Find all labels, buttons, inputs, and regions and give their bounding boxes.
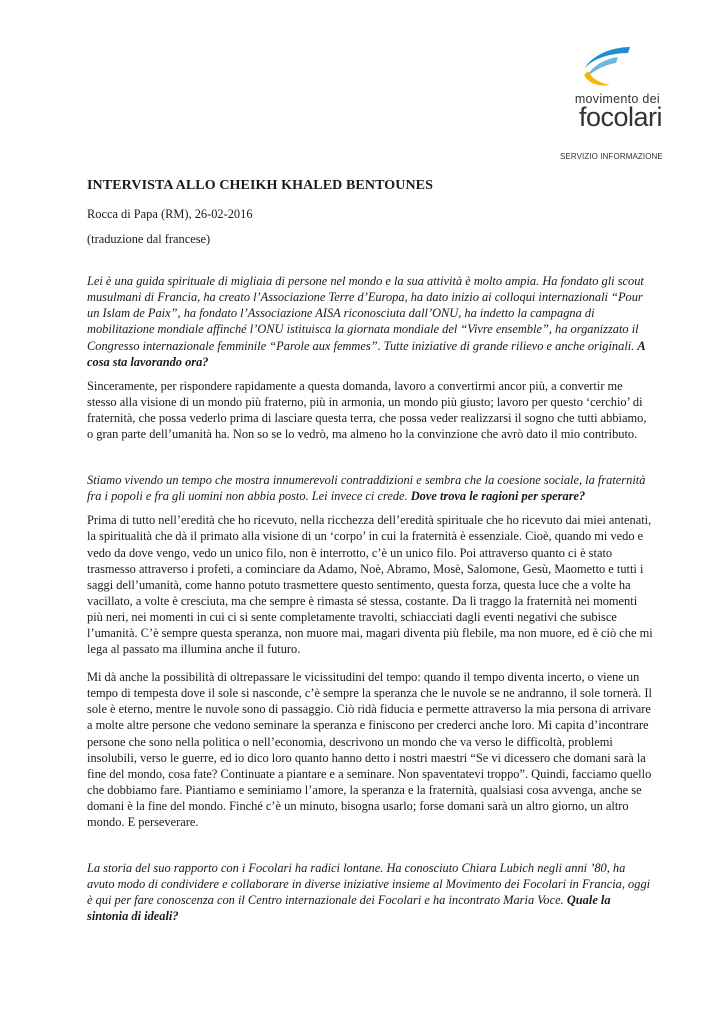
question-2-bold: Dove trova le ragioni per sperare? xyxy=(410,489,586,504)
translation-note: (traduzione dal francese) xyxy=(87,232,211,247)
place-date: Rocca di Papa (RM), 26-02-2016 xyxy=(87,207,253,221)
question-1 xyxy=(87,273,653,370)
logo-line-2: focolari xyxy=(578,102,662,132)
document-body xyxy=(87,178,653,924)
service-label: SERVIZIO INFORMAZIONE xyxy=(560,152,663,161)
focolari-swoosh-icon xyxy=(578,45,634,91)
answer-2-paragraph-2: Mi dà anche la possibilità di oltrepassare le vicissitudini del tempo: quando il tempo diventa incerto, o viene un tempo di tempesta dove il sole si nasconde, c’è sempre la speranza che le nuvole se ne andranno, il sole tornerà. Il sole è eterno, mentre le nuvole sono di passaggio. Ciò ridà fiducia e permette attraverso la mia persona di arrivare a molte altre persone che vedono seminare la speranza e finiscono per crederci anche loro. Mi capita d’incontrare persone che sono nella politica o nell’economia, descrivono un mondo che va verso le difficoltà, problemi insolubili, verso le guerre, ed io dico loro quanto hanno detto i nostri maestri “Se vi dicessero che domani sarà la fine del mondo, cosa fate? Continuate a piantare e a seminare. Non spaventatevi troppo”. Quindi, facciamo quello che dobbiamo fare. Piantiamo e seminiamo l’amore, la speranza e la fraternità, qualsiasi cosa avvenga, anche se domani è la fine del mondo. Finché c’è un minuto, bisogna usarlo; forse domani sarà un altro giorno, un altro mondo. E perseverare. xyxy=(87,670,652,829)
question-1-bold: A cosa sta lavorando ora? xyxy=(87,338,646,369)
logo-line-1: movimento dei xyxy=(574,92,660,106)
document-title: INTERVISTA ALLO CHEIKH KHALED BENTOUNES xyxy=(87,178,433,193)
question-2-text: Stiamo vivendo un tempo che mostra innumerevoli contraddizioni e sembra che la coesione sociale, la fraternità fra i popoli e fra gli uomini non abbia posto. Lei invece ci crede. xyxy=(87,473,646,504)
question-3-text: La storia del suo rapporto con i Focolari ha radici lontane. Ha conosciuto Chiara Lubich negli anni ’80, ha avuto modo di condividere e collaborare in diverse iniziative insieme al Movimento dei Focolari in Francia, oggi è qui per fare conoscenza con il Centro internazionale dei Focolari e ha incontrato Maria Voce. xyxy=(87,861,651,908)
answer-1: Sinceramente, per rispondere rapidamente a questa domanda, lavoro a convertirmi ancor più, a convertir me stesso alla visione di un mondo più fraterno, più in armonia, un mondo più giusto; lavoro per questo ‘cerchio’ di fraternità, che possa vederlo prima di lasciare questa terra, che possa veder realizzarsi il sogno che tutti abbiamo, o gran parte dell’umanità ha. Non so se lo vedrò, ma almeno ho la convinzione che avrò dato il mio contributo. xyxy=(87,378,647,442)
question-2 xyxy=(87,472,653,504)
question-3 xyxy=(87,860,653,924)
question-3-bold: Quale la sintonia di ideali? xyxy=(87,893,611,924)
question-1-text: Lei è una guida spirituale di migliaia di persone nel mondo e la sua attività è molto ampia. Ha fondato gli scout musulmani di Francia, ha creato l’Associazione Terre d’Europa, ha dato inizio ai colloqui internazionali “Pour un Islam de Paix”, ha fondato l’Associazione AISA riconosciuta dall’ONU, ha indetto la campagna di mobilitazione mondiale affinché l’ONU istituisca la giornata mondiale del “Vivre ensemble”, ha organizzato il Congresso internazionale femminile “Parole aux femmes”. Tutte iniziative di grande rilievo e anche originali. xyxy=(87,274,644,353)
answer-2-paragraph-1: Prima di tutto nell’eredità che ho ricevuto, nella ricchezza dell’eredità spirituale che ho ricevuto dai miei antenati, la spiritualità che dà il primato alla visione di un ‘corpo’ in cui la fraternità è essenziale. Cioè, quando mi vedo e vedo da dove vengo, vedo un unico filo, non è interrotto, c’è un unico filo. Poi attraverso quanto ci è stato trasmesso attraverso i profeti, a cominciare da Adamo, Noè, Abramo, Mosè, Salomone, Gesù, Maometto e tutti i saggi dell’umanità, come hanno potuto trasmettere questo sentimento, questa forza, questa luce che a volte ha vacillato, a volte è cresciuta, ma che sempre è rimasta sé stessa, costante. Da lì traggo la fraternità nei momenti più neri, nei momenti in cui ci si sente completamente travolti, schiacciati dagli eventi negativi che subisce l’umanità. C’è sempre questa speranza, non muore mai, magari diventa più flebile, ma non muore, ed è ciò che mi lega al passato ma illumina anche il futuro. xyxy=(87,513,653,657)
